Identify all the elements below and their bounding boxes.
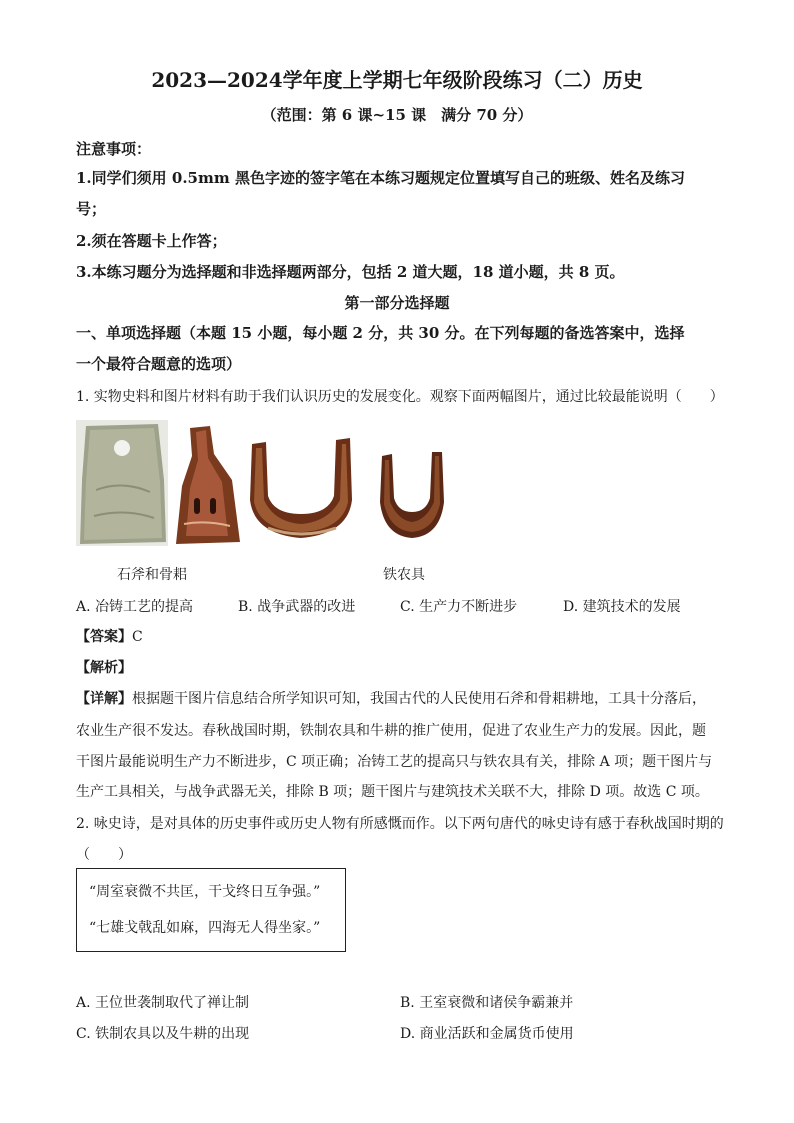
detail-label: 【详解】 (76, 691, 132, 707)
notice-item-1: 1.同学们须用 0.5mm 黑色字迹的签字笔在本练习题规定位置填写自己的班级、姓名及练习 (76, 169, 685, 187)
question-1-stem: 1. 实物史料和图片材料有助于我们认识历史的发展变化。观察下面两幅图片，通过比较最能说明（ ） (76, 389, 724, 405)
analysis-label: 【解析】 (76, 660, 132, 676)
detail-text-1: 根据题干图片信息结合所学知识可知，我国古代的人民使用石斧和骨耜耕地，工具十分落后， (132, 691, 706, 707)
q2-option-d[interactable]: D. 商业活跃和金属货币使用 (400, 1026, 574, 1042)
poem-line-2: “七雄戈戟乱如麻，四海无人得坐家。” (89, 920, 321, 936)
q1-option-c[interactable]: C. 生产力不断进步 (400, 599, 518, 615)
poem-line-1: “周室衰微不共匡，干戈终日互争强。” (89, 884, 321, 900)
question-2-stem-cont: （ ） (76, 847, 132, 863)
notice-heading: 注意事项： (76, 140, 152, 158)
bone-spade-image (170, 424, 242, 548)
notice-item-2: 2.须在答题卡上作答； (76, 232, 227, 250)
q1-detail-line-4: 生产工具相关，与战争武器无关，排除 B 项；题干图片与建筑技术关联不大，排除 D 项。故选 C 项。 (76, 784, 709, 800)
answer-value: C (132, 629, 143, 645)
page-subtitle: （范围：第 6 课~15 课 满分 70 分） (261, 106, 533, 124)
q1-answer (76, 626, 143, 646)
notice-item-3: 3.本练习题分为选择题和非选择题两部分，包括 2 道大题，18 道小题，共 8 页。 (76, 263, 625, 281)
q1-detail-line-2: 农业生产很不发达。春秋战国时期，铁制农具和牛耕的推广使用，促进了农业生产力的发展。因此，题 (76, 723, 706, 739)
section-heading: 一、单项选择题（本题 15 小题，每小题 2 分，共 30 分。在下列每题的备选答案中，选择 (76, 324, 685, 342)
q1-option-d[interactable]: D. 建筑技术的发展 (563, 599, 681, 615)
question-2-stem: 2. 咏史诗，是对具体的历史事件或历史人物有所感慨而作。以下两句唐代的咏史诗有感于春秋战国时期的 (76, 816, 724, 832)
part-heading: 第一部分选择题 (344, 294, 450, 312)
q1-detail-line-3: 干图片最能说明生产力不断进步，C 项正确；冶铸工艺的提高只与铁农具有关，排除 A 项；题干图片与 (76, 754, 713, 770)
iron-hoe-small-image (376, 448, 448, 542)
q1-option-a[interactable]: A. 冶铸工艺的提高 (76, 599, 194, 615)
q1-option-b[interactable]: B. 战争武器的改进 (238, 599, 356, 615)
q2-option-b[interactable]: B. 王室衰微和诸侯争霸兼并 (400, 995, 574, 1011)
page-title: 2023—2024学年度上学期七年级阶段练习（二）历史 (151, 68, 643, 92)
q2-option-a[interactable]: A. 王位世袭制取代了禅让制 (76, 995, 250, 1011)
answer-label: 【答案】 (76, 629, 132, 645)
notice-item-1-cont: 号； (76, 200, 107, 218)
iron-hoe-large-image (244, 430, 358, 542)
q1-detail-line-1 (76, 688, 706, 708)
caption-stone-tools: 石斧和骨耜 (117, 567, 187, 583)
q2-option-c[interactable]: C. 铁制农具以及牛耕的出现 (76, 1026, 250, 1042)
section-heading-cont: 一个最符合题意的选项） (76, 355, 242, 373)
poem-quote-box (76, 868, 346, 952)
stone-axe-image (76, 420, 168, 546)
caption-iron-tools: 铁农具 (383, 567, 425, 583)
